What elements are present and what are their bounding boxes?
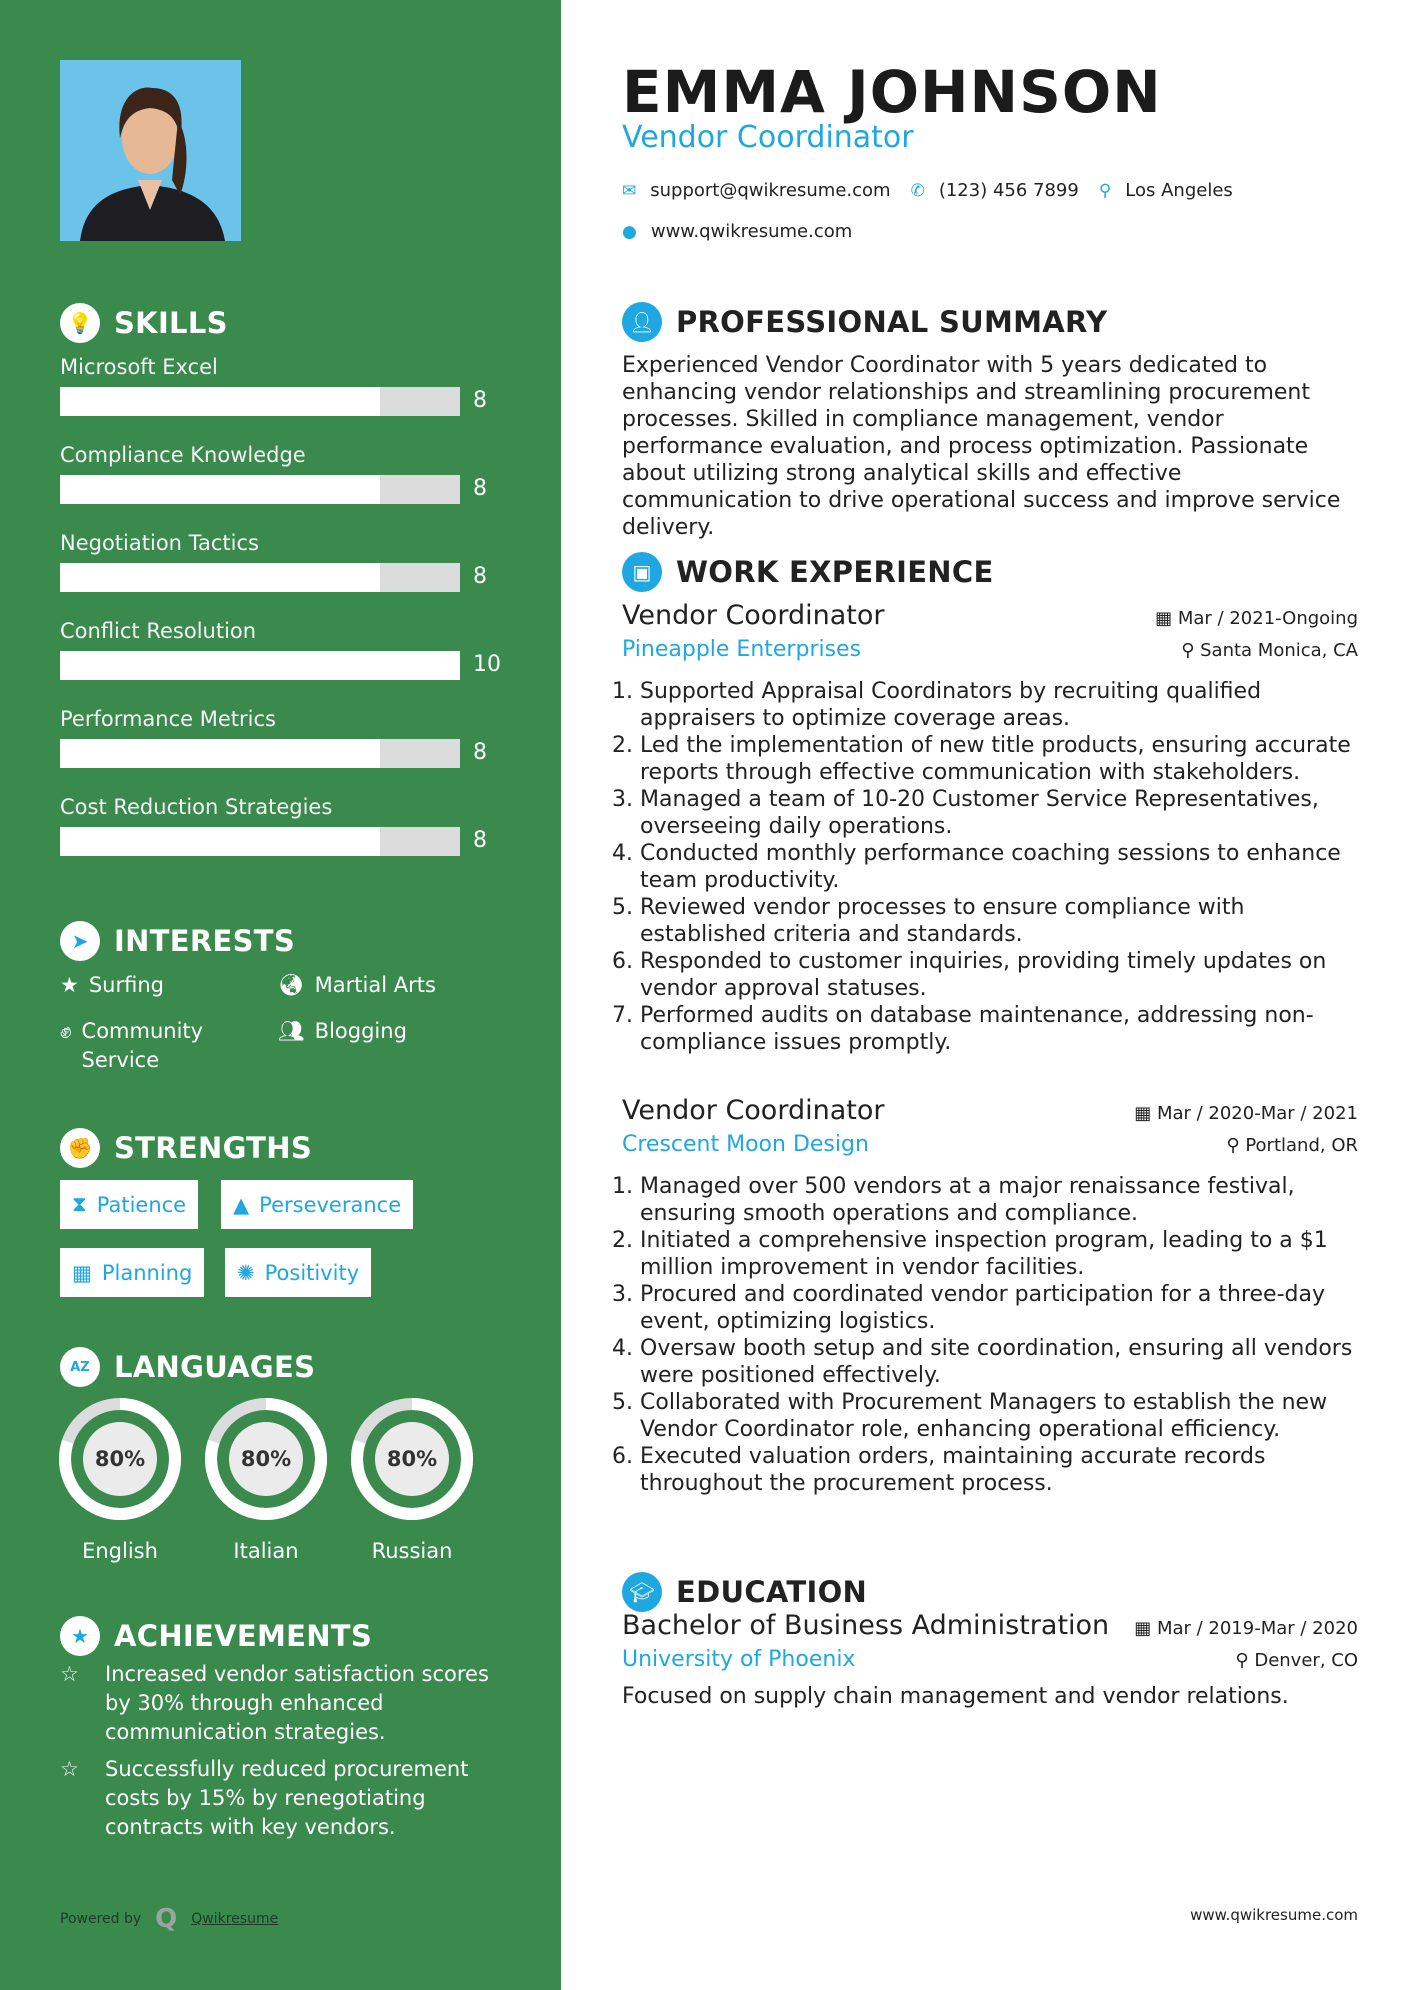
graduation-cap-icon: 🎓︎	[622, 1572, 662, 1612]
hand-icon: ✊︎	[60, 1019, 72, 1043]
job-bullet: 1. Supported Appraisal Coordinators by recruiting qualified appraisers to optimize coverage areas.	[640, 678, 1358, 732]
profile-photo	[60, 60, 241, 241]
interest-item: 🌏︎ Martial Arts	[278, 971, 436, 1000]
website-link[interactable]: www.qwikresume.com	[650, 221, 853, 242]
languages-heading: AZ LANGUAGES	[60, 1347, 315, 1387]
education-heading: 🎓︎ EDUCATION	[622, 1572, 867, 1612]
briefcase-icon: ▣	[622, 552, 662, 592]
job-bullet: 2. Led the implementation of new title products, ensuring accurate reports through effective communication with stakeholders.	[640, 732, 1358, 786]
summary-heading: 👤︎ PROFESSIONAL SUMMARY	[622, 302, 1107, 342]
globe-icon: ●	[622, 221, 637, 242]
skill-value: 8	[473, 388, 487, 413]
calendar-icon: ▦	[1155, 608, 1173, 629]
language-name: Russian	[371, 1539, 453, 1563]
user-icon: 👤︎	[622, 302, 662, 342]
language-name: Italian	[233, 1539, 299, 1563]
qwikresume-logo-icon: Q	[155, 1904, 178, 1934]
star-icon: ★	[60, 973, 79, 997]
footer-website: www.qwikresume.com	[1190, 1906, 1358, 1924]
language-percent: 80%	[386, 1447, 438, 1471]
language-icon: AZ	[60, 1347, 100, 1387]
job-bullet: 6. Responded to customer inquiries, providing timely updates on vendor approval statuses.	[640, 948, 1358, 1002]
degree: Bachelor of Business Administration	[622, 1610, 1110, 1641]
skill-value: 8	[473, 564, 487, 589]
location: Los Angeles	[1125, 180, 1233, 201]
job-bullets	[622, 678, 1358, 1056]
education-entry	[622, 1610, 1358, 1709]
skill-bar-fill	[60, 475, 380, 504]
job-bullet: 3. Procured and coordinated vendor participation for a three-day event, optimizing logistics.	[640, 1281, 1358, 1335]
skill-bar	[60, 387, 460, 416]
hourglass-icon: ⧗	[72, 1192, 87, 1216]
users-icon: 👥︎	[278, 1019, 305, 1043]
shooting-star-icon: ☆	[60, 1662, 79, 1686]
lightbulb-icon: 💡	[60, 303, 100, 343]
skill-name: Cost Reduction Strategies	[60, 795, 333, 819]
job-bullets	[622, 1173, 1358, 1497]
job-location: ⚲ Santa Monica, CA	[1181, 640, 1358, 661]
skill-value: 10	[473, 652, 501, 677]
sidebar	[0, 0, 561, 1990]
paper-plane-icon: ➤	[60, 921, 100, 961]
job-entry	[622, 600, 1358, 1056]
location-pin-icon: ⚲	[1098, 180, 1112, 201]
email-link[interactable]: support@qwikresume.com	[650, 180, 891, 201]
achievement-item: ☆ Increased vendor satisfaction scores by 30% through enhanced communication strategies.	[60, 1660, 500, 1747]
job-bullet: 3. Managed a team of 10-20 Customer Service Representatives, overseeing daily operations.	[640, 786, 1358, 840]
skill-bar	[60, 563, 460, 592]
strengths-heading: ✊ STRENGTHS	[60, 1128, 312, 1168]
pin-icon: ⚲	[1181, 640, 1195, 661]
website-row	[622, 221, 852, 242]
skill-value: 8	[473, 828, 487, 853]
strength-tag: ▦ Planning	[60, 1248, 204, 1297]
job-bullet: 7. Performed audits on database maintenance, addressing non-compliance issues promptly.	[640, 1002, 1358, 1056]
language-percent: 80%	[94, 1447, 146, 1471]
skill-name: Conflict Resolution	[60, 619, 257, 643]
skill-bar	[60, 475, 460, 504]
skill-bar	[60, 739, 460, 768]
skill-item	[60, 707, 520, 765]
language-percent: 80%	[240, 1447, 292, 1471]
globe-icon: 🌏︎	[278, 973, 305, 997]
interest-item: 👥︎ Blogging	[278, 1017, 407, 1046]
skill-bar-fill	[60, 827, 380, 856]
phone: (123) 456 7899	[938, 180, 1079, 201]
skill-name: Compliance Knowledge	[60, 443, 306, 467]
job-bullet: 1. Managed over 500 vendors at a major renaissance festival, ensuring smooth operations and compliance.	[640, 1173, 1358, 1227]
candidate-title: Vendor Coordinator	[622, 120, 914, 155]
calendar-icon: ▦	[72, 1260, 92, 1285]
experience-heading: ▣ WORK EXPERIENCE	[622, 552, 994, 592]
education-dates: ▦ Mar / 2019-Mar / 2020	[1134, 1618, 1358, 1639]
job-bullet: 2. Initiated a comprehensive inspection program, leading to a $1 million improvement in vendor facilities.	[640, 1227, 1358, 1281]
job-dates: ▦ Mar / 2021-Ongoing	[1155, 608, 1358, 629]
education-description: Focused on supply chain management and vendor relations.	[622, 1684, 1289, 1709]
strength-tag: ✺ Positivity	[225, 1248, 371, 1297]
email-icon: ✉	[622, 180, 637, 201]
interest-item: ★ Surfing	[60, 971, 164, 1000]
education-location: ⚲ Denver, CO	[1235, 1650, 1358, 1671]
contact-row	[622, 180, 1233, 201]
achievement-item: ☆ Successfully reduced procurement costs by 15% by renegotiating contracts with key vendors.	[60, 1755, 500, 1842]
interest-item: ✊︎ Community Service	[60, 1017, 260, 1075]
skill-item	[60, 619, 520, 677]
strength-tag: ⧗ Patience	[60, 1180, 198, 1229]
job-dates: ▦ Mar / 2020-Mar / 2021	[1134, 1103, 1358, 1124]
skill-bar-fill	[60, 387, 380, 416]
road-icon: ▲	[233, 1192, 250, 1217]
language-item	[58, 1397, 182, 1563]
shooting-star-icon: ☆	[60, 1757, 79, 1781]
star-badge-icon: ★	[60, 1616, 100, 1656]
skill-name: Negotiation Tactics	[60, 531, 259, 555]
skill-name: Microsoft Excel	[60, 355, 218, 379]
sun-icon: ✺	[237, 1260, 255, 1285]
summary-text: Experienced Vendor Coordinator with 5 years dedicated to enhancing vendor relationships and streamlining procurement processes. Skilled in compliance management, vendor performance evaluation, and process optimization. Passionate about utilizing strong analytical skills and effective communication to drive operational success and improve service delivery.	[622, 353, 1341, 540]
skill-bar	[60, 651, 460, 680]
company-name: Pineapple Enterprises	[622, 637, 862, 662]
interests-heading: ➤ INTERESTS	[60, 921, 295, 961]
skill-item	[60, 531, 520, 589]
skill-item	[60, 443, 520, 501]
fist-icon: ✊	[60, 1128, 100, 1168]
skill-bar-fill	[60, 651, 460, 680]
phone-icon: ✆	[910, 180, 925, 201]
job-location: ⚲ Portland, OR	[1226, 1135, 1358, 1156]
skill-value: 8	[473, 740, 487, 765]
job-bullet: 4. Conducted monthly performance coaching sessions to enhance team productivity.	[640, 840, 1358, 894]
skill-item	[60, 795, 520, 853]
pin-icon: ⚲	[1226, 1135, 1240, 1156]
job-bullet: 6. Executed valuation orders, maintaining accurate records throughout the procurement process.	[640, 1443, 1358, 1497]
pin-icon: ⚲	[1235, 1650, 1249, 1671]
skill-bar-fill	[60, 563, 380, 592]
job-entry	[622, 1095, 1358, 1497]
job-bullet: 5. Reviewed vendor processes to ensure compliance with established criteria and standards.	[640, 894, 1358, 948]
qwikresume-link[interactable]: Qwikresume	[191, 1911, 279, 1927]
company-name: Crescent Moon Design	[622, 1132, 869, 1157]
achievements-heading: ★ ACHIEVEMENTS	[60, 1616, 372, 1656]
job-bullet: 4. Oversaw booth setup and site coordination, ensuring all vendors were positioned effectively.	[640, 1335, 1358, 1389]
job-title: Vendor Coordinator	[622, 600, 885, 631]
language-name: English	[82, 1539, 158, 1563]
job-title: Vendor Coordinator	[622, 1095, 885, 1126]
language-item	[204, 1397, 328, 1563]
skill-bar	[60, 827, 460, 856]
candidate-name: EMMA JOHNSON	[622, 58, 1162, 126]
job-bullet: 5. Collaborated with Procurement Managers to establish the new Vendor Coordinator role, enhancing operational efficiency.	[640, 1389, 1358, 1443]
skill-value: 8	[473, 476, 487, 501]
powered-by: Powered by Q Qwikresume	[60, 1904, 279, 1934]
skill-name: Performance Metrics	[60, 707, 276, 731]
school: University of Phoenix	[622, 1647, 856, 1672]
strength-tag: ▲ Perseverance	[221, 1180, 413, 1229]
skills-heading: 💡 SKILLS	[60, 303, 228, 343]
language-item	[350, 1397, 474, 1563]
skill-item	[60, 355, 520, 413]
calendar-icon: ▦	[1134, 1103, 1152, 1124]
skill-bar-fill	[60, 739, 380, 768]
